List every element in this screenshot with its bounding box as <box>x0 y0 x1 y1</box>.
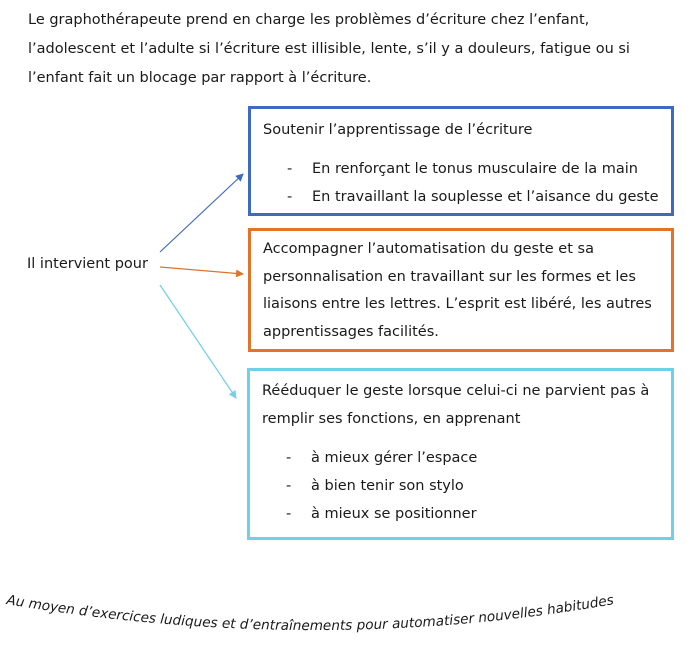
list-item: - En travaillant la souplesse et l’aisance du geste <box>287 183 659 211</box>
bullet-dash: - <box>286 450 292 466</box>
bullet-dash: - <box>287 189 293 205</box>
list-item: - à mieux gérer l’espace <box>286 444 659 472</box>
footer-text: Au moyen d’exercices ludiques et d’entraînements pour automatiser nouvelles habitudes <box>5 592 615 635</box>
box-rehabilitation <box>247 368 674 540</box>
box-1-list <box>263 155 659 211</box>
arrow-to-box-3 <box>160 285 236 398</box>
box-support-learning <box>248 106 674 216</box>
list-item: - à bien tenir son stylo <box>286 472 659 500</box>
footer-curved-text <box>0 560 693 664</box>
box-2-text: Accompagner l’automatisation du geste et sa personnalisation en travaillant sur les formes et les liaisons entre les lettres. L’esprit est libéré, les autres apprentissages facilités. <box>263 241 652 340</box>
intro-paragraph: Le graphothérapeute prend en charge les problèmes d’écriture chez l’enfant, l’adolescent et l’adulte si l’écriture est illisible, lente, s’il y a douleurs, fatigue ou si l’enfant fait un blocage par rapport à l’écriture. <box>28 12 630 86</box>
bullet-dash: - <box>287 161 293 177</box>
arrow-to-box-2 <box>160 267 243 274</box>
box-1-title: Soutenir l’apprentissage de l’écriture <box>263 122 533 138</box>
list-item: - En renforçant le tonus musculaire de la main <box>287 155 659 183</box>
svg-text:Au moyen d’exercices ludiques <box>4 592 615 634</box>
list-item: - à mieux se positionner <box>286 500 659 528</box>
box-automation <box>248 228 674 352</box>
bullet-dash: - <box>286 478 292 494</box>
box-3-list <box>262 444 659 528</box>
arrow-to-box-1 <box>160 174 243 252</box>
center-label: Il intervient pour <box>27 256 148 272</box>
bullet-dash: - <box>286 506 292 522</box>
box-3-title: Rééduquer le geste lorsque celui-ci ne parvient pas à remplir ses fonctions, en apprenant <box>262 383 650 427</box>
